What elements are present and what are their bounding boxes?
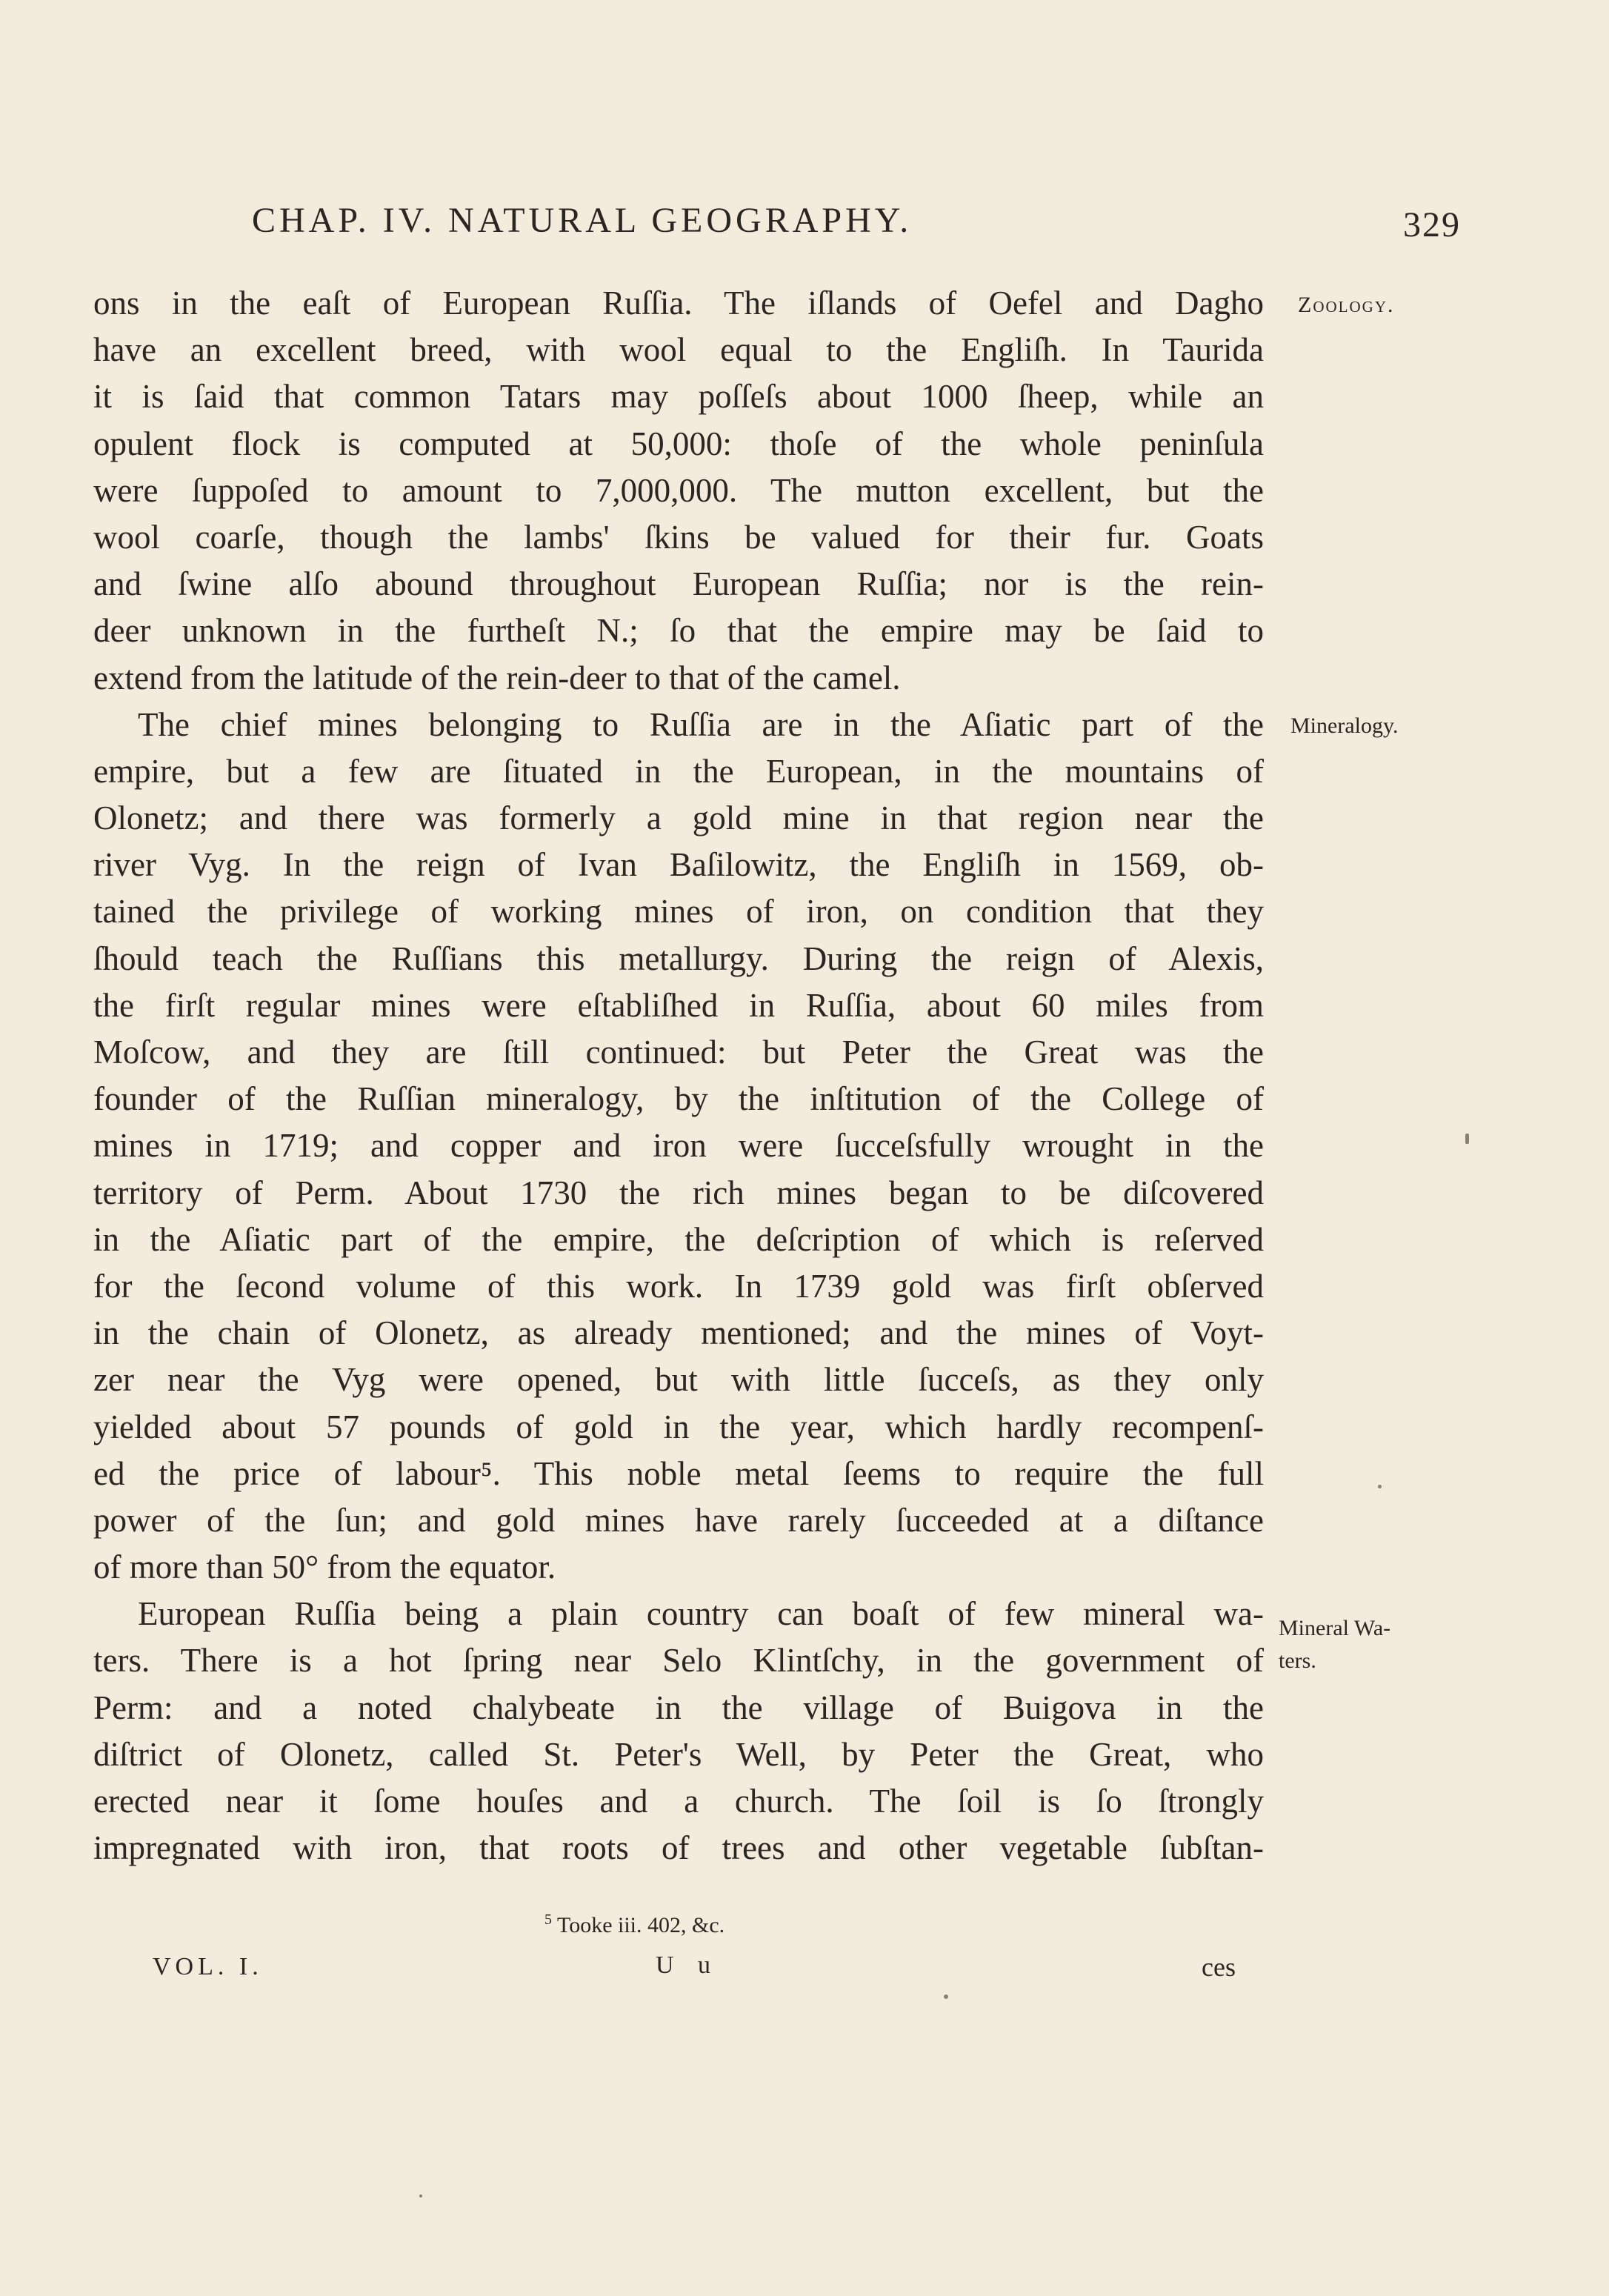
text-line: diſtrict of Olonetz, called St. Peter's Well, by Peter the Great, who [93, 1735, 1264, 1773]
text-line: were ſuppoſed to amount to 7,000,000. The mutton excellent, but the [93, 471, 1264, 509]
text-line: territory of Perm. About 1730 the rich mines began to be diſcovered [93, 1174, 1264, 1211]
text-line: The chief mines belonging to Ruſſia are in the Aſiatic part of the [138, 705, 1264, 743]
text-line: Perm: and a noted chalybeate in the village of Buigova in the [93, 1688, 1264, 1726]
text-line: erected near it ſome houſes and a church. The ſoil is ſo ſtrongly [93, 1783, 1264, 1820]
text-line: tained the privilege of working mines of iron, on condition that they [93, 893, 1264, 931]
text-line: the firſt regular mines were eſtabliſhed in Ruſſia, about 60 miles from [93, 986, 1264, 1024]
running-head: CHAP. IV. NATURAL GEOGRAPHY. [252, 201, 913, 240]
footnote-number: 5 [544, 1911, 552, 1928]
text-line: power of the ſun; and gold mines have rarely ſucceeded at a diſtance [93, 1501, 1264, 1539]
signature-mark: U u [656, 1951, 720, 1979]
margin-note-zoology: Zoology. [1298, 293, 1395, 317]
text-line: ſhould teach the Ruſſians this metallurgy. During the reign of Alexis, [93, 939, 1264, 977]
text-line: Olonetz; and there was formerly a gold mine in that region near the [93, 799, 1264, 837]
text-line: mines in 1719; and copper and iron were ſucceſsfully wrought in the [93, 1127, 1264, 1165]
ink-speck [944, 1994, 948, 1999]
text-line: extend from the latitude of the rein-deer to that of the camel. [93, 659, 901, 696]
text-line: in the chain of Olonetz, as already mentioned; and the mines of Voyt- [93, 1314, 1264, 1352]
page-header [252, 200, 1461, 252]
text-line: empire, but a few are ſituated in the European, in the mountains of [93, 752, 1264, 790]
text-line: ters. There is a hot ſpring near Selo Klintſchy, in the government of [93, 1642, 1264, 1680]
text-line: opulent flock is computed at 50,000: thoſe of the whole peninſula [93, 425, 1264, 462]
text-line: in the Aſiatic part of the empire, the deſcription of which is reſerved [93, 1220, 1264, 1258]
text-line: yielded about 57 pounds of gold in the year, which hardly recompenſ- [93, 1408, 1264, 1445]
text-line: deer unknown in the furtheſt N.; ſo that the empire may be ſaid to [93, 612, 1264, 650]
text-line: wool coarſe, though the lambs' ſkins be valued for their fur. Goats [93, 518, 1264, 556]
text-line: impregnated with iron, that roots of trees and other vegetable ſubſtan- [93, 1829, 1264, 1867]
text-line: ons in the eaſt of European Ruſſia. The iſlands of Oefel and Dagho [93, 284, 1264, 322]
ink-speck [1378, 1485, 1382, 1488]
text-line: river Vyg. In the reign of Ivan Baſilowitz, the Engliſh in 1569, ob- [93, 846, 1264, 884]
body-text [93, 280, 1264, 1871]
text-line: ed the price of labour⁵. This noble metal ſeems to require the full [93, 1454, 1264, 1492]
footnote-text: Tooke iii. 402, &c. [556, 1913, 725, 1937]
text-line: zer near the Vyg were opened, but with little ſucceſs, as they only [93, 1361, 1264, 1399]
text-line: Moſcow, and they are ſtill continued: but Peter the Great was the [93, 1034, 1264, 1071]
margin-note-mineralogy: Mineralogy. [1290, 713, 1399, 738]
margin-note-mineral-waters-cont: ters. [1279, 1648, 1316, 1673]
footnote [544, 1911, 724, 1938]
text-line: of more than 50° from the equator. [93, 1548, 556, 1586]
text-line: European Ruſſia being a plain country can boaſt of few mineral wa- [138, 1595, 1264, 1633]
catchword: ces [1202, 1952, 1236, 1982]
text-line: and ſwine alſo abound throughout European Ruſſia; nor is the rein- [93, 565, 1264, 603]
volume-signature: VOL. I. [153, 1953, 263, 1980]
text-line: founder of the Ruſſian mineralogy, by the inſtitution of the College of [93, 1080, 1264, 1118]
text-line: it is ſaid that common Tatars may poſſeſs about 1000 ſheep, while an [93, 378, 1264, 416]
text-line: for the ſecond volume of this work. In 1739 gold was firſt obſerved [93, 1267, 1264, 1305]
page-number: 329 [1403, 205, 1461, 244]
ink-speck [1465, 1134, 1469, 1144]
text-line: have an excellent breed, with wool equal to the Engliſh. In Taurida [93, 331, 1264, 369]
margin-note-mineral-waters: Mineral Wa- [1279, 1616, 1391, 1640]
ink-speck [419, 2194, 422, 2197]
